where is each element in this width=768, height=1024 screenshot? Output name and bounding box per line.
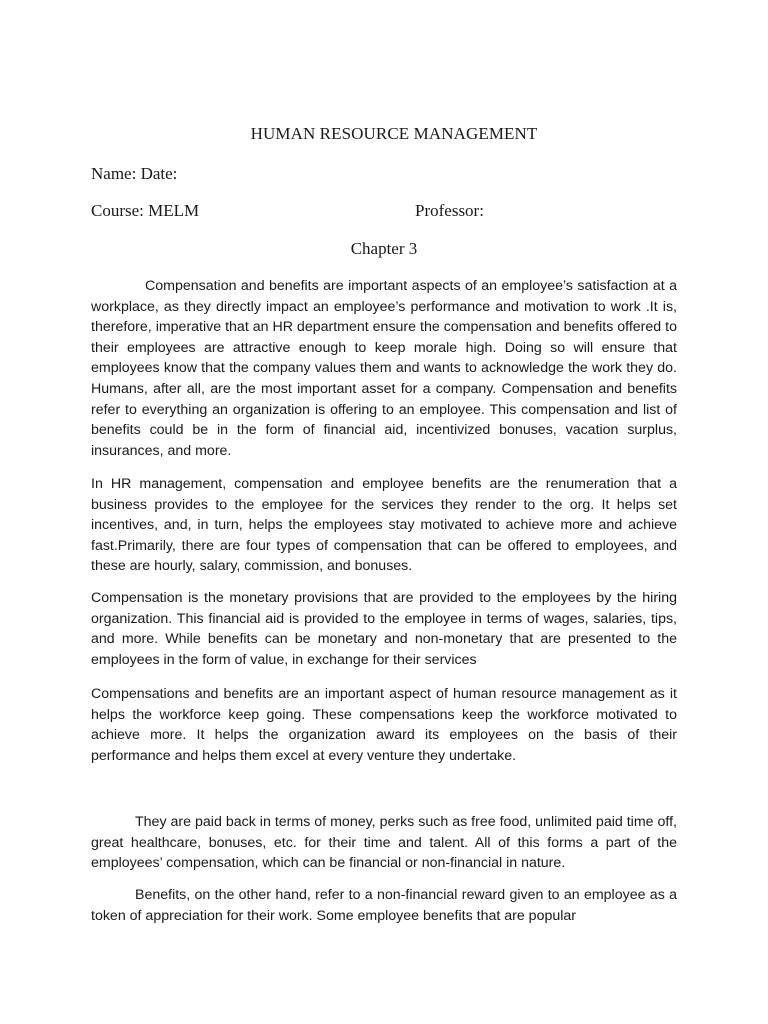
course-line: Course: MELM [91, 201, 200, 220]
chapter-heading: Chapter 3 [350, 239, 418, 258]
paragraph-5: They are paid back in terms of money, perks such as free food, unlimited paid time off, great healthcare, bonuses, etc. for their time and talent. All of this forms a part of the employees’ compensation, which can be financial or non-financial in nature. [91, 814, 677, 872]
paragraph-1: Compensation and benefits are important aspects of an employee’s satisfaction at a workplace, as they directly impact an employee’s performance and motivation to work .It is, therefore, imperative that an HR department ensure the compensation and benefits offered to their employees are attractive enough to keep morale high. Doing so will ensure that employees know that the company values them and wants to acknowledge the work they do. Humans, after all, are the most important asset for a company. Compensation and benefits refer to everything an organization is offering to an employee. This compensation and list of benefits could be in the form of financial aid, incentivized bonuses, vacation surplus, insurances, and more. [91, 278, 677, 459]
name-date-line: Name: Date: [91, 164, 178, 183]
paragraph-4: Compensations and benefits are an important aspect of human resource management as it helps the workforce keep going. These compensations keep the workforce motivated to achieve more. It helps the organization award its employees on the basis of their performance and helps them excel at every venture they undertake. [91, 686, 677, 764]
document-title: HUMAN RESOURCE MANAGEMENT [250, 124, 538, 143]
professor-line: Professor: [415, 201, 484, 220]
paragraph-2: In HR management, compensation and employee benefits are the renumeration that a business provides to the employee for the services they render to the org. It helps set incentives, and, in turn, helps the employees stay motivated to achieve more and achieve fast.Primarily, there are four types of compensation that can be offered to employees, and these are hourly, salary, commission, and bonuses. [91, 476, 677, 575]
paragraph-6: Benefits, on the other hand, refer to a non-financial reward given to an employee as a token of appreciation for their work. Some employee benefits that are popular [91, 887, 677, 924]
paragraph-3: Compensation is the monetary provisions that are provided to the employees by the hiring organization. This financial aid is provided to the employee in terms of wages, salaries, tips, and more. While benefits can be monetary and non-monetary that are presented to the employees in the form of value, in exchange for their services [91, 590, 677, 668]
